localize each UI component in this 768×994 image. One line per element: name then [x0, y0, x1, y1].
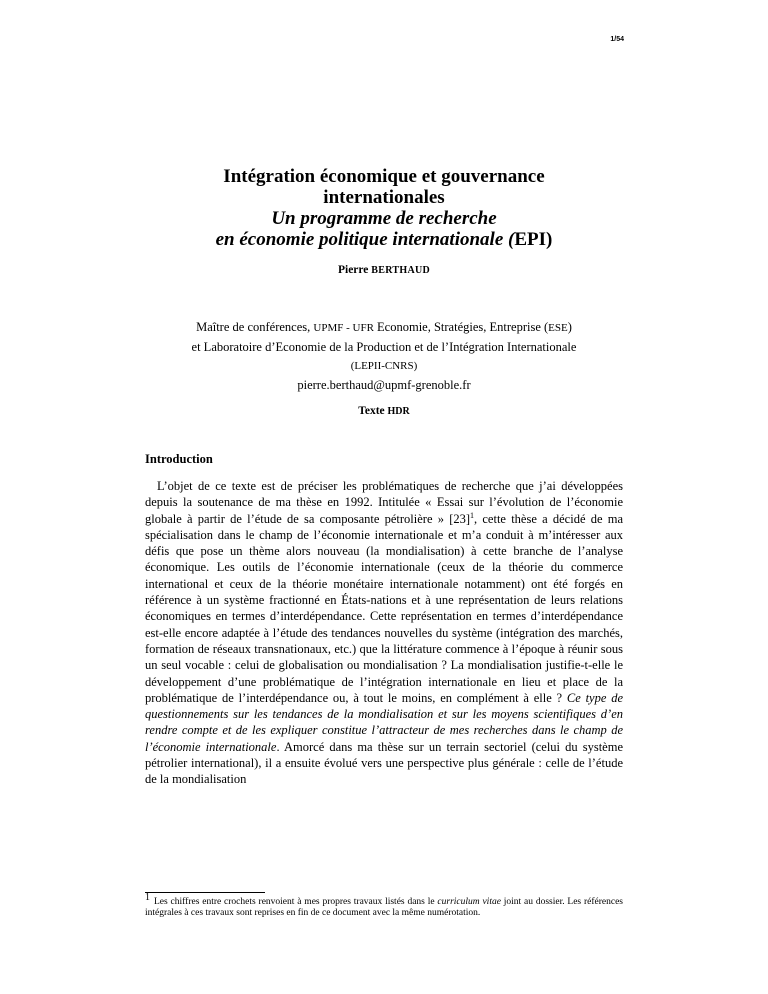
footnote [145, 891, 623, 918]
document-type [0, 405, 768, 417]
aff-1a: Maître de conférences, [196, 320, 314, 334]
footnote-ref: 1 [470, 510, 475, 520]
document-title [0, 166, 768, 250]
affiliation-line-1 [0, 318, 768, 338]
body-text-1: L’objet de ce texte est de préciser les problématiques de recherche que j’ai développées depuis la soutenance de ma thèse en 1992. Intitulée « Essai sur l’évolution de l’économie globale à partir de l’étude de sa composante pétrolière » [23] [145, 479, 623, 526]
footnote-emphasis: curriculum vitae [437, 897, 501, 907]
section-heading: Introduction [145, 452, 213, 466]
body-text-3: . Amorcé dans ma thèse sur un terrain sectoriel (celui du système pétrolier international), il a ensuite évolué vers une perspective plus générale : celle de l’étude de la mondialisation [145, 739, 623, 787]
texte-b: HDR [387, 406, 410, 417]
subtitle-abbr: EPI [514, 229, 547, 250]
title-line-2: internationales [323, 187, 445, 208]
author-name [0, 264, 768, 276]
author-first: Pierre [337, 264, 372, 276]
footnote-number: 1 [145, 891, 150, 903]
body-emphasis: Ce type de questionnements sur les tendances de la mondialisation et sur les moyens scientifiques d’en rendre compte et de les expliquer constitue l’attracteur de mes recherches dans le champ de l’économie internationale [145, 690, 623, 754]
aff-1b: UPMF - UFR [313, 322, 374, 334]
aff-1d: ESE [548, 322, 568, 334]
aff-1e: ) [567, 320, 572, 334]
body-text-2: , cette thèse a décidé de ma spécialisation dans le champ de l’économie internationale et m’a conduit à m’intéresser aux défis que pose un thème alors nouveau (la mondialisation) à cette branche de l’analyse économique. Les outils de l’économie internationale (ceux de la théorie du commerce international et ceux de la théorie monétaire internationale notamment) ont été forgés en référence à un système fractionné en États-nations et à une représentation de leurs relations économiques en termes d’interdépendance. Cette représentation en termes d’interdépendance est-elle encore adaptée à l’étude des tendances nouvelles du système (intégration des marchés, formation de réseaux transnationaux, etc.) que la littérature commence à l’époque à réunir sous un seul vocable : celui de globalisation ou mondialisation ? La mondialisation justifie-t-elle le développement d’une problématique de l’intégration internationale en lieu et place de la problématique de l’interdépendance ou, à tout le moins, en complément à elle ? [145, 511, 624, 705]
author-last: BERTHAUD [371, 265, 431, 276]
footnote-divider [145, 892, 265, 893]
aff-1c: Economie, Stratégies, Entreprise ( [373, 320, 549, 334]
page-number: 1/54 [610, 36, 624, 43]
subtitle-close: ) [546, 229, 553, 250]
affiliation-line-3: (LEPII-CNRS) [350, 360, 418, 372]
footnote-text-b: joint au dossier. Les références intégrales à ces travaux sont reprises en fin de ce document avec la même numérotation. [145, 897, 623, 918]
footnote-text-a: Les chiffres entre crochets renvoient à mes propres travaux listés dans le [154, 897, 438, 907]
body-paragraph [145, 478, 623, 788]
affiliation-line-2: et Laboratoire d’Economie de la Production et de l’Intégration Internationale [191, 340, 577, 354]
title-line-1: Intégration économique et gouvernance [223, 166, 545, 187]
subtitle-line-2 [0, 229, 768, 250]
texte-a: Texte [358, 405, 388, 417]
subtitle-text: en économie politique internationale ( [215, 229, 515, 250]
author-email: pierre.berthaud@upmf-grenoble.fr [297, 378, 471, 392]
affiliation [0, 318, 768, 376]
subtitle-line-1: Un programme de recherche [271, 208, 497, 229]
